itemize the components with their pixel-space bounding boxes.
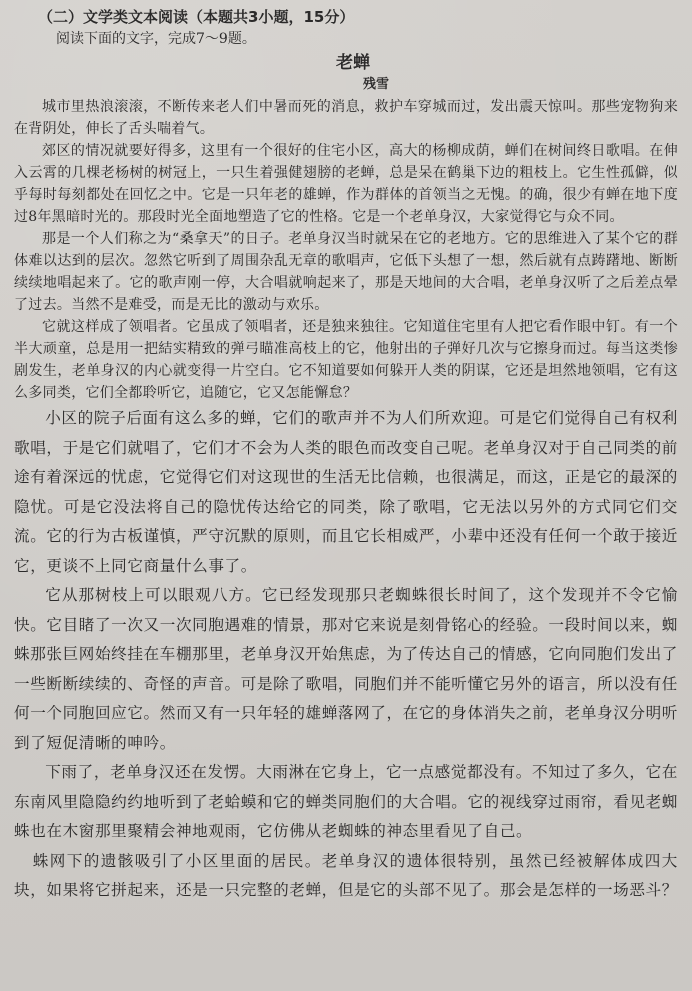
- article-title: 老蝉: [336, 53, 370, 73]
- article-body: [14, 96, 678, 906]
- article-author: 残雪: [362, 77, 389, 92]
- paragraph-3: 那是一个人们称之为“桑拿天”的日子。老单身汉当时就呆在它的老地方。它的思维进入了某个它的群体难以达到的层次。忽然它听到了周围杂乱无章的歌唱声，它低下头想了一想，然后就有点踌躇地、断断续续地唱起来了。它的歌声刚一停，大合唱就响起来了，那是天地间的大合唱，老单身汉听了之后差点晕了过去。当然不是难受，而是无比的激动与欢乐。: [14, 231, 678, 313]
- section-header: （二）文学类文本阅读（本题共3小题，15分）: [38, 8, 355, 26]
- paragraph-7: 下雨了，老单身汉还在发愣。大雨淋在它身上，它一点感觉都没有。不知过了多久，它在东南风里隐隐约约地听到了老蛤蟆和它的蝉类同胞们的大合唱。它的视线穿过雨帘，看见老蜘蛛也在木窗那里聚精会神地观雨，它仿佛从老蜘蛛的神态里看见了自己。: [14, 763, 678, 840]
- paragraph-6: 它从那树枝上可以眼观八方。它已经发现那只老蜘蛛很长时间了，这个发现并不令它愉快。它目睹了一次又一次同胞遇难的情景，那对它来说是刻骨铭心的经验。一段时间以来，蜘蛛那张巨网始终挂在车棚那里，老单身汉开始焦虑，为了传达自己的情感，它向同胞们发出了一些断断续续的、奇怪的声音。可是除了歌唱，同胞们并不能听懂它另外的语言，所以没有任何一个同胞回应它。然而又有一只年轻的雄蝉落网了，在它的身体消失之前，老单身汉分明听到了短促清晰的呻吟。: [14, 586, 678, 752]
- paragraph-1: 城市里热浪滚滚，不断传来老人们中暑而死的消息，救护车穿城而过，发出震天惊叫。那些宠物狗来在背阴处，伸长了舌头喘着气。: [14, 99, 678, 137]
- paragraph-8: 蛛网下的遗骸吸引了小区里面的居民。老单身汉的遗体很特别，虽然已经被解体成四大块，如果将它拼起来，还是一只完整的老蝉，但是它的头部不见了。那会是怎样的一场恶斗？: [14, 851, 678, 899]
- paragraph-5: 小区的院子后面有这么多的蝉，它们的歌声并不为人们所欢迎。可是它们觉得自己有权利歌唱，于是它们就唱了，它们才不会为人类的眼色而改变自己呢。老单身汉对于自己同类的前途有着深远的忧虑，它觉得它们对这现世的生活无比信赖，也很满足，而这，正是它的最深的隐忧。可是它没法将自己的隐忧传达给它的同类，除了歌唱，它无法以另外的方式同它们交流。它的行为古板谨慎，严守沉默的原则，而且它长相威严，小辈中还没有任何一个敢于接近它，更谈不上同它商量什么事了。: [14, 409, 678, 575]
- paragraph-4: 它就这样成了领唱者。它虽成了领唱者，还是独来独往。它知道住宅里有人把它看作眼中钉。有一个半大顽童，总是用一把結实精致的弹弓瞄准高枝上的它，他射出的子弹好几次与它擦身而过。每当这类惨剧发生，老单身汉的内心就变得一片空白。它不知道要如何躲开人类的阴谋，它还是坦然地领唱，它有这么多同类，它们全都聆听它，追随它，它又怎能懈怠？: [14, 319, 678, 401]
- paragraph-2: 郊区的情况就要好得多，这里有一个很好的住宅小区，高大的杨柳成荫，蝉们在树间终日歌唱。在伸入云霄的几棵老杨树的树冠上，一只生着强健翅膀的老蝉，总是呆在鹤巢下边的粗枝上。它生性孤僻，似乎每时每刻都处在回忆之中。它是一只年老的雄蝉，作为群体的首领当之无愧。的确，很少有蝉在地下度过8年黑暗时光的。那段时光全面地塑造了它的性格。它是一个老单身汉，大家觉得它与众不同。: [14, 143, 678, 225]
- reading-instruction: 阅读下面的文字，完成7～9题。: [56, 31, 256, 47]
